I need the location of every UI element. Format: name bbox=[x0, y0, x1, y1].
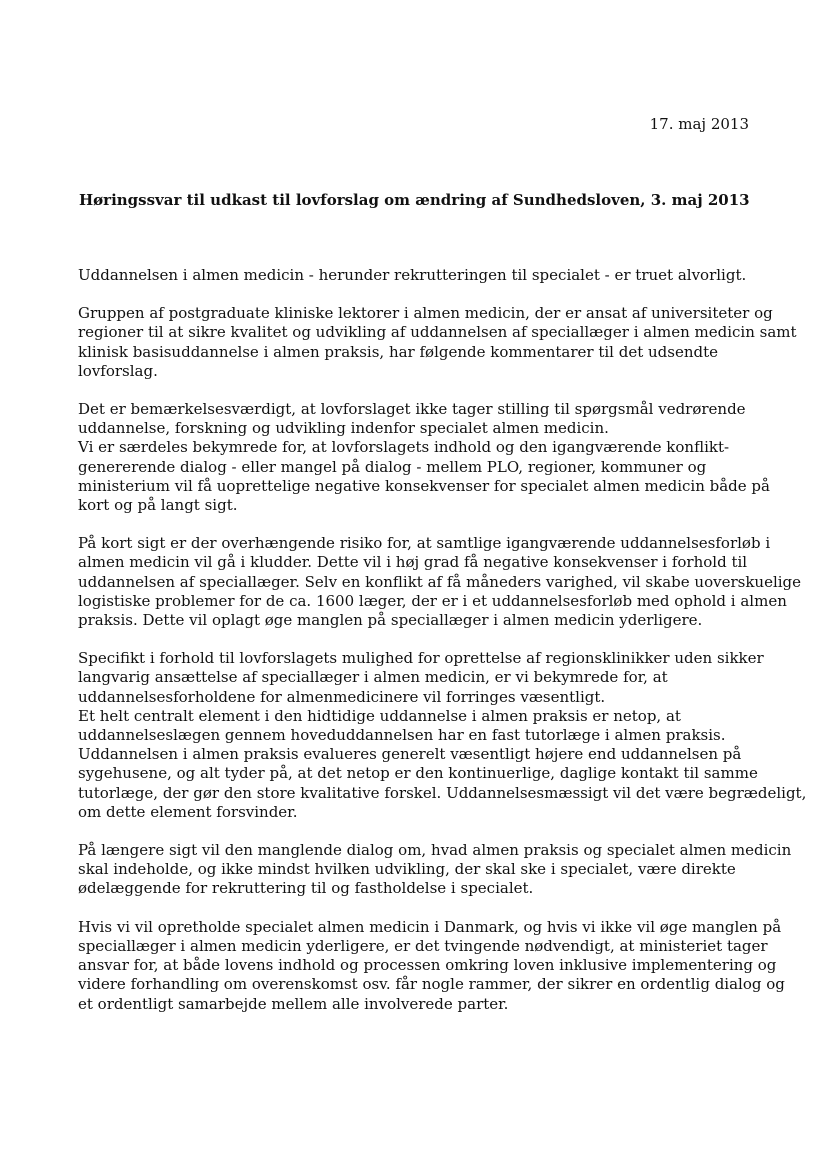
paragraph bbox=[78, 534, 802, 630]
paragraph bbox=[78, 841, 792, 899]
paragraph bbox=[78, 917, 785, 1014]
text-line: Et helt centralt element i den hidtidige uddannelse i almen praksis er netop, at bbox=[78, 706, 681, 725]
text-line: speciallæger i almen medicin yderligere, er det tvingende nødvendigt, at ministeriet tager bbox=[78, 936, 768, 955]
text-line: sygehusene, og alt tyder på, at det netop er den kontinuerlige, daglige kontakt til samme bbox=[78, 764, 758, 783]
text-line: kort og på langt sigt. bbox=[78, 496, 238, 515]
text-line: klinisk basisuddannelse i almen praksis, har følgende kommentarer til det udsendte bbox=[78, 342, 718, 361]
text-line: logistiske problemer for de ca. 1600 læger, der er i et uddannelsesforløb med ophold i almen bbox=[78, 591, 787, 610]
text-line: praksis. Dette vil oplagt øge manglen på speciallæger i almen medicin yderligere. bbox=[78, 611, 703, 630]
text-line: om dette element forsvinder. bbox=[78, 802, 298, 821]
paragraph bbox=[78, 649, 807, 822]
text-line: Uddannelsen i almen praksis evalueres generelt væsentligt højere end uddannelsen på bbox=[78, 745, 742, 764]
text-line: Uddannelsen i almen medicin - herunder rekrutteringen til specialet - er truet alvorligt. bbox=[78, 266, 747, 284]
document-title: Høringssvar til udkast til lovforslag om ændring af Sundhedsloven, 3. maj 2013 bbox=[79, 191, 750, 209]
text-line: uddannelse, forskning og udvikling indenfor specialet almen medicin. bbox=[78, 419, 609, 438]
text-line: På længere sigt vil den manglende dialog om, hvad almen praksis og specialet almen medicin bbox=[78, 841, 792, 860]
text-line: Gruppen af postgraduate kliniske lektorer i almen medicin, der er ansat af universiteter og bbox=[78, 304, 773, 323]
text-line: tutorlæge, der gør den store kvalitative forskel. Uddannelsesmæssigt vil det være begrædeligt, bbox=[78, 783, 807, 802]
text-line: Hvis vi vil opretholde specialet almen medicin i Danmark, og hvis vi ikke vil øge manglen på bbox=[78, 917, 782, 936]
text-line: uddannelsen af speciallæger. Selv en konflikt af få måneders varighed, vil skabe uoverskuelige bbox=[78, 572, 802, 591]
paragraph bbox=[78, 266, 753, 285]
text-line: Det er bemærkelsesværdigt, at lovforslaget ikke tager stilling til spørgsmål vedrørende bbox=[78, 400, 746, 419]
text-line: uddannelseslægen gennem hoveduddannelsen har en fast tutorlæge i almen praksis. bbox=[78, 726, 726, 745]
text-line: ødelæggende for rekruttering til og fastholdelse i specialet. bbox=[78, 879, 534, 898]
document-body bbox=[78, 266, 807, 1033]
text-line: skal indeholde, og ikke mindst hvilken udvikling, der skal ske i specialet, være direkte bbox=[78, 860, 736, 879]
text-line: ministerium vil få uoprettelige negative konsekvenser for specialet almen medicin både på bbox=[78, 476, 770, 495]
text-line: Vi er særdeles bekymrede for, at lovforslagets indhold og den igangværende konflikt- bbox=[78, 438, 730, 457]
text-line: lovforslag. bbox=[78, 361, 158, 380]
text-line: regioner til at sikre kvalitet og udvikling af uddannelsen af speciallæger i almen medicin samt bbox=[78, 323, 797, 342]
text-line: ansvar for, at både lovens indhold og processen omkring loven inklusive implementering og bbox=[78, 956, 777, 975]
text-line: et ordentligt samarbejde mellem alle involverede parter. bbox=[78, 994, 509, 1013]
text-line: langvarig ansættelse af speciallæger i almen medicin, er vi bekymrede for, at bbox=[78, 668, 668, 687]
paragraph bbox=[78, 304, 797, 381]
text-line: Specifikt i forhold til lovforslagets mulighed for oprettelse af regionsklinikker uden sikker bbox=[78, 649, 764, 668]
text-line: uddannelsesforholdene for almenmedicinere vil forringes væsentligt. bbox=[78, 687, 606, 706]
document-date: 17. maj 2013 bbox=[649, 115, 749, 133]
text-line: almen medicin vil gå i kludder. Dette vil i høj grad få negative konsekvenser i forhold til bbox=[78, 553, 748, 572]
text-line: videre forhandling om overenskomst osv. får nogle rammer, der sikrer en ordentlig dialog og bbox=[78, 975, 785, 994]
text-line: På kort sigt er der overhængende risiko for, at samtlige igangværende uddannelsesforløb i bbox=[78, 534, 771, 553]
text-line: genererende dialog - eller mangel på dialog - mellem PLO, regioner, kommuner og bbox=[78, 457, 707, 476]
paragraph bbox=[78, 400, 770, 515]
